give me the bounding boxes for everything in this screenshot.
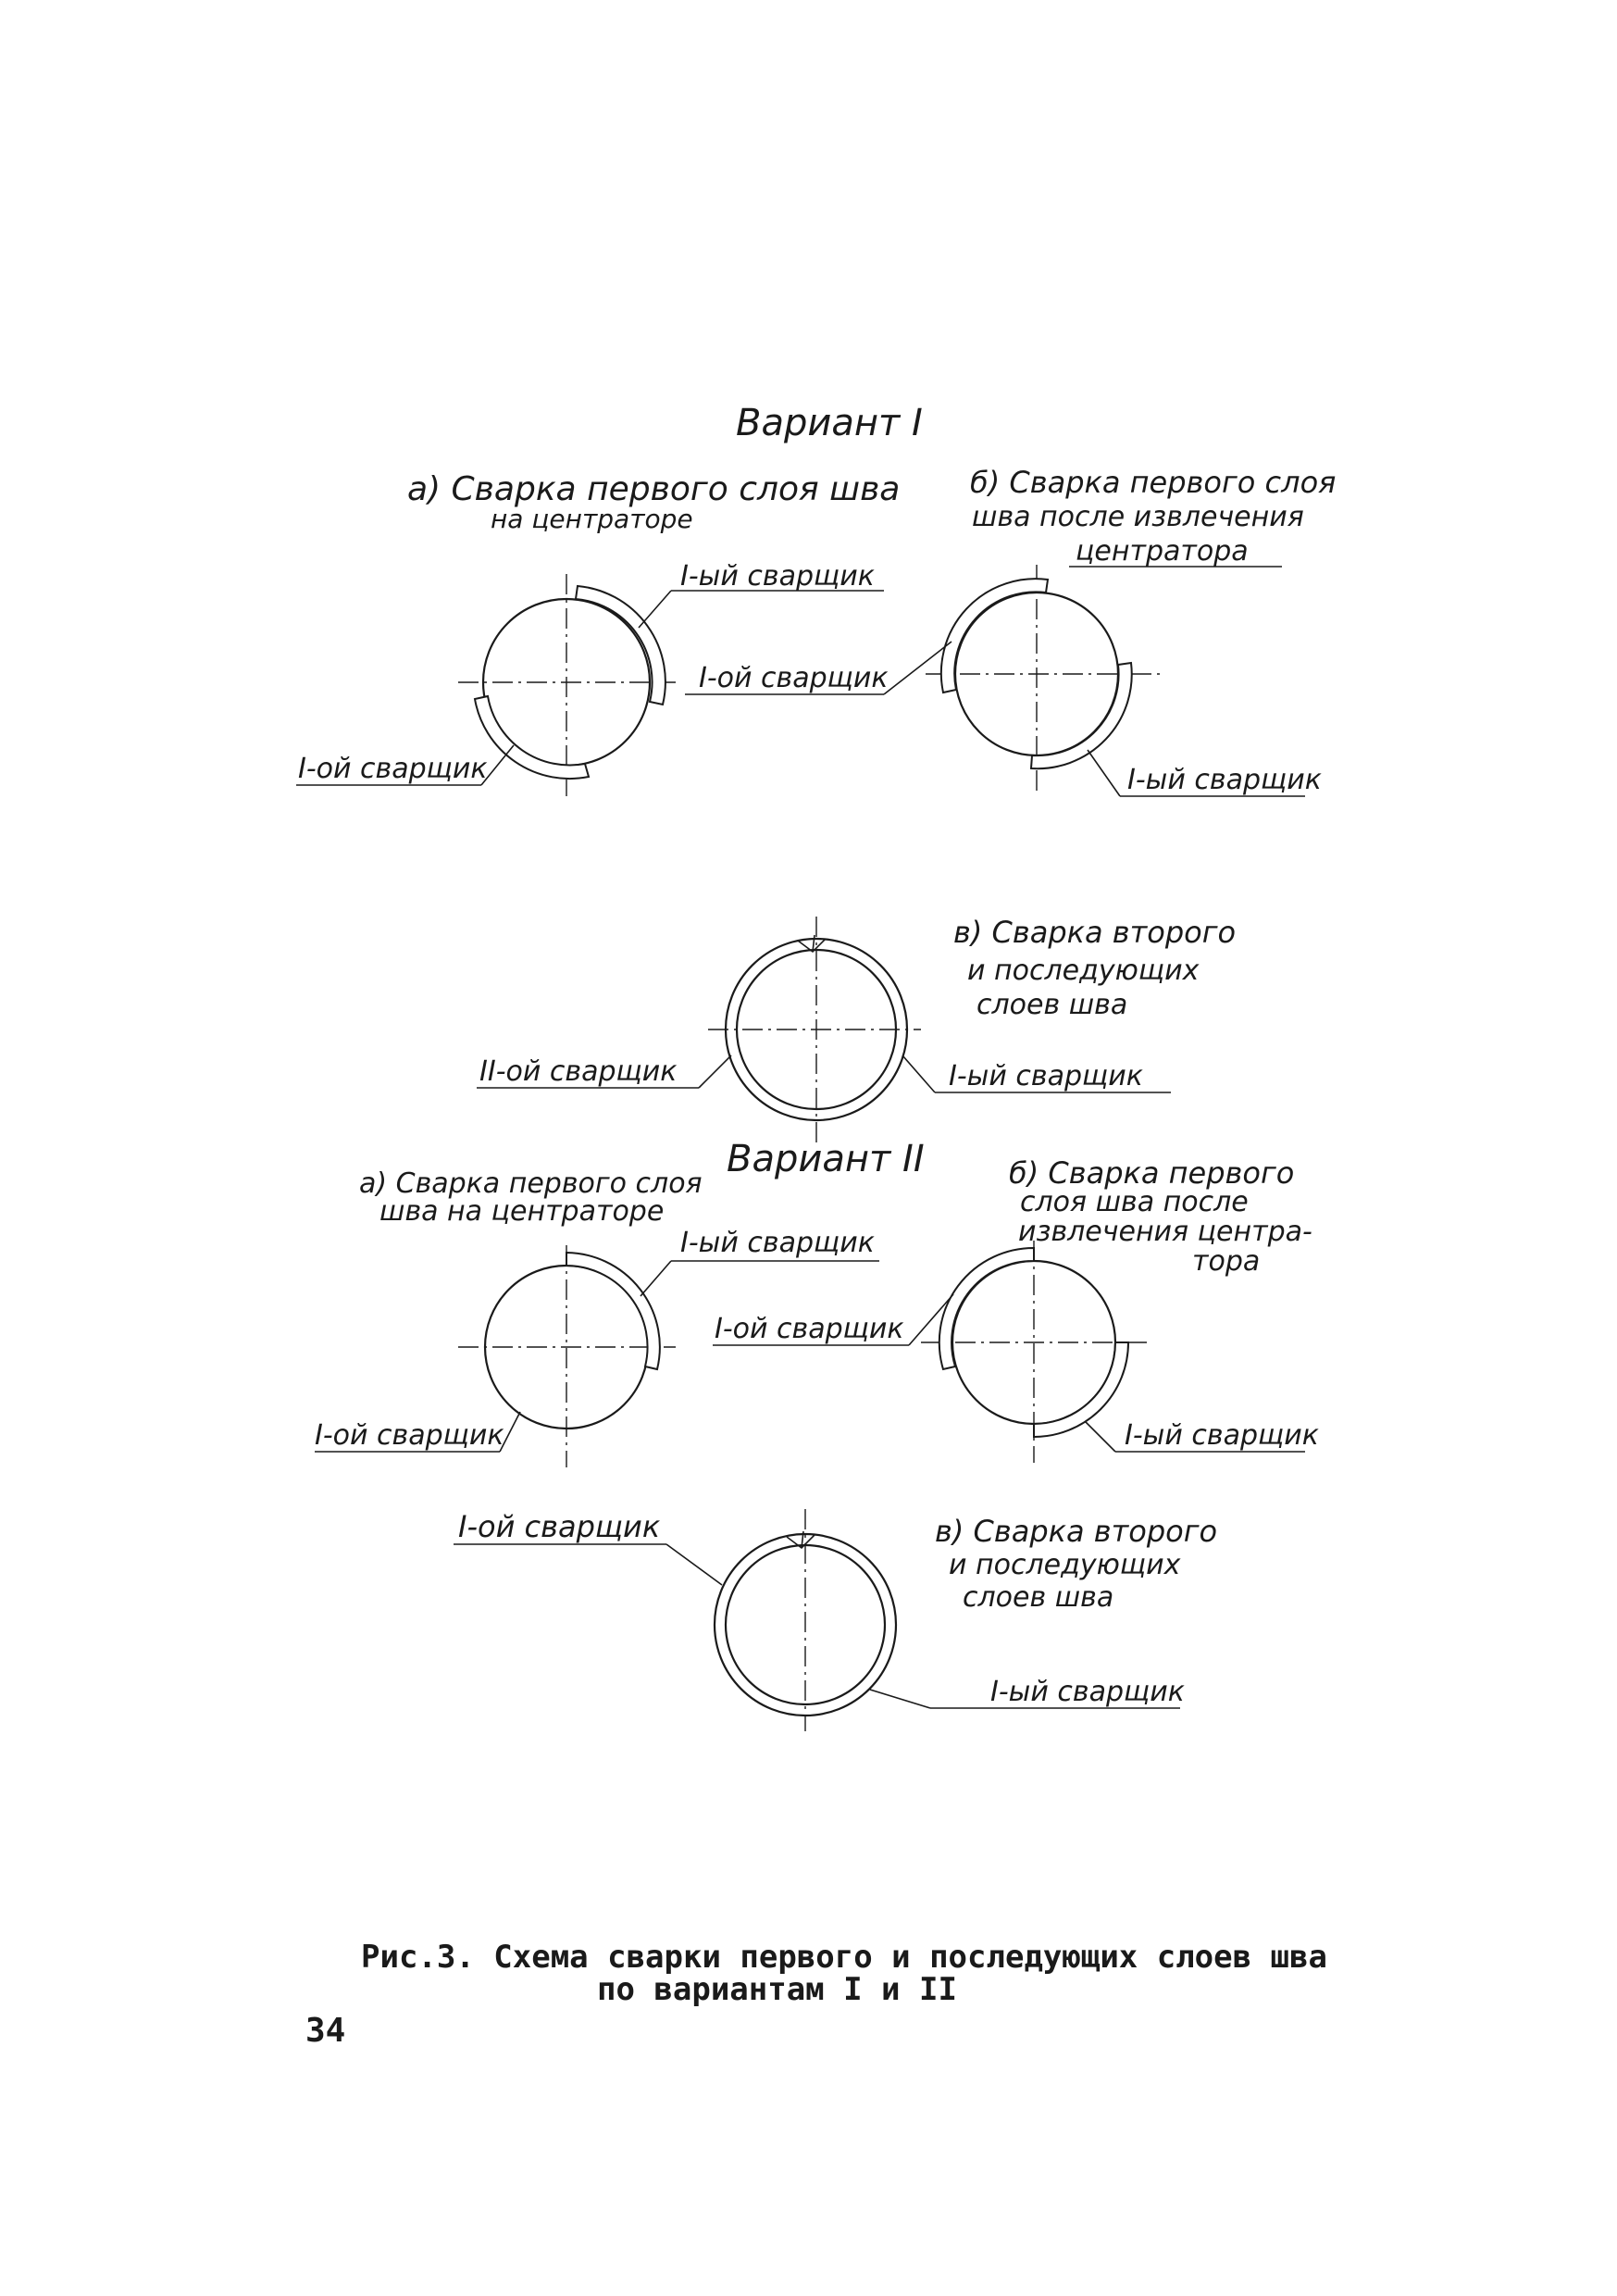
v1a-leader-1: [639, 591, 671, 628]
v1b-weld-arc-1: [941, 579, 1048, 693]
v2b-welder-2-label: I-ый сварщик: [1125, 1419, 1319, 1452]
v1b-caption-line2: шва после извлечения: [972, 501, 1304, 533]
v2b-caption-line2: слоя шва после: [1020, 1186, 1249, 1218]
v2b-caption-line1: б) Сварка первого: [1009, 1155, 1295, 1191]
v1c-leader-right: [902, 1055, 935, 1092]
v2a-leader-1: [641, 1261, 671, 1296]
v2a-welder-2-label: I-ой сварщик: [315, 1419, 504, 1452]
v1b-welder-1-label: I-ой сварщик: [699, 662, 889, 694]
variant-1-panel-b: [685, 465, 1336, 796]
v2c-welder-left-label: I-ой сварщик: [458, 1509, 661, 1544]
variant-2-panel-c: [454, 1509, 1217, 1731]
v2b-welder-1-label: I-ой сварщик: [715, 1313, 904, 1345]
v1a-caption-line1: а) Сварка первого слоя шва: [407, 470, 901, 508]
v2b-caption-line3: извлечения центра-: [1018, 1216, 1312, 1248]
v1b-caption-line1: б) Сварка первого слоя: [970, 465, 1337, 500]
v2c-leader-left: [666, 1544, 722, 1585]
v2c-welder-right-label: I-ый сварщик: [990, 1676, 1185, 1708]
v2c-caption-line1: в) Сварка второго: [935, 1514, 1218, 1549]
variant-2-title: Вариант II: [727, 1138, 925, 1180]
v2b-leader-2: [1085, 1421, 1115, 1452]
v1b-weld-arc-2: [1031, 663, 1132, 768]
v1a-weld-arc-2: [475, 696, 589, 779]
variant-1-panel-a: [296, 470, 900, 796]
v2a-caption-line2: шва на центраторе: [379, 1195, 665, 1228]
v1c-leader-left: [699, 1055, 731, 1088]
v1c-caption-line2: и последующих: [967, 955, 1200, 987]
variant-2-panel-b: [713, 1155, 1319, 1463]
v2c-caption-line2: и последующих: [949, 1549, 1181, 1581]
v2c-caption-line3: слоев шва: [963, 1581, 1114, 1614]
v1a-caption-line2: на центраторе: [491, 504, 693, 534]
v1c-caption-line1: в) Сварка второго: [953, 915, 1237, 950]
v1a-welder-2-label: I-ой сварщик: [298, 753, 488, 785]
v1b-leader-2: [1088, 750, 1120, 796]
variant-1-title: Вариант I: [736, 402, 923, 444]
v1c-welder-left-label: II-ой сварщик: [479, 1055, 678, 1088]
v2b-weld-arc-2: [1034, 1342, 1128, 1437]
v2a-welder-1-label: I-ый сварщик: [680, 1227, 875, 1259]
v2c-leader-right: [870, 1690, 930, 1708]
figure-caption-line2: по вариантам I и II: [597, 1971, 957, 2008]
v1a-weld-arc-1: [576, 586, 665, 705]
page-number: 34: [305, 2012, 346, 2050]
v1a-welder-1-label: I-ый сварщик: [680, 560, 875, 593]
v1b-welder-2-label: I-ый сварщик: [1127, 764, 1322, 796]
v2a-weld-arc-1: [566, 1253, 660, 1369]
variant-1-panel-c: [477, 915, 1236, 1148]
v2a-caption-line1: а) Сварка первого слоя: [359, 1167, 703, 1200]
v1b-caption-line3: центратора: [1076, 535, 1249, 568]
v1c-caption-line3: слоев шва: [976, 989, 1128, 1021]
figure-caption-line1: Рис.3. Схема сварки первого и последующих слоев шва: [361, 1939, 1327, 1976]
v2b-caption-line4: тора: [1192, 1245, 1261, 1278]
v1c-welder-right-label: I-ый сварщик: [949, 1060, 1143, 1092]
